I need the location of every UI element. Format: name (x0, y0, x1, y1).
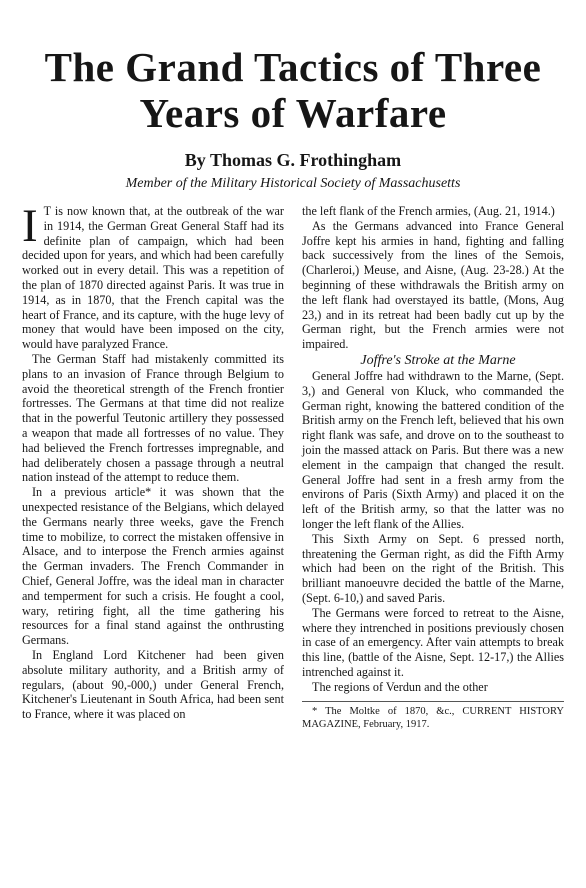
column-left (22, 200, 284, 731)
paragraph-6: As the Germans advanced into France General Joffre kept his armies in hand, fighting and falling back successively from the lines of the Semois, (Charleroi,) Meuse, and Aisne, (Aug. 23-28.) At the beginning of these withdrawals the British army on the left flank had overstayed its battle, (Mons, Aug 23,) and in its retreat had been badly cut up by the German right, but the French armies were not impaired. (302, 218, 564, 352)
footnote: * The Moltke of 1870, &c., CURRENT HISTORY MAGAZINE, February, 1917. (302, 705, 564, 730)
article-title (22, 0, 564, 136)
article-body (22, 200, 564, 731)
paragraph-1-text: T is now known that, at the outbreak of the war in 1914, the German Great General Staff had its definite plan of campaign, which had been decided upon for years, and which had been carefully worked out in every detail. This was a repetition of the plan of 1870 directed against Paris. It was true in 1914, as in 1870, that the French capital was the heart of France, and its capture, with the huge levy of money that would have been imposed on the city, would have paralyzed France. (22, 204, 284, 352)
paragraph-7: General Joffre had withdrawn to the Marne, (Sept. 3,) and General von Kluck, who commanded the German right, knowing the battered condition of the British army on the French left, believed that his own right flank was safe, and drove on to the southeast to join the massed attack on Paris. But there was a new element in the campaign that changed the result. General Joffre had sent in a fresh army from the environs of Paris (Sixth Army) and placed it on the left of the British army, so that the latter was no longer the left flank of the Allies. (302, 368, 564, 531)
paragraph-8: This Sixth Army on Sept. 6 pressed north, threatening the German right, as did the Fifth Army which had been on the right of the British. This brilliant manoeuvre decided the battle of the Marne, (Sept. 6-10,) and saved Paris. (302, 531, 564, 605)
paragraph-4: In England Lord Kitchener had been given absolute military authority, and a British army of regulars, (about 90,-000,) under General French, Kitchener's Lieutenant in South Africa, had been sent to France, where it was placed on (22, 647, 284, 722)
footnote-divider (302, 701, 564, 702)
paragraph-9: The Germans were forced to retreat to the Aisne, where they intrenched in positions previously chosen in case of an emergency. After vain attempts to break this line, (battle of the Aisne, Sept. 12-17,) the Allies intrenched against it. (302, 605, 564, 679)
title-line-2: Years of Warfare (139, 90, 447, 136)
section-subhead: Joffre's Stroke at the Marne (360, 352, 516, 368)
paragraph-10: The regions of Verdun and the other (312, 679, 488, 694)
paragraph-3: In a previous article* it was shown that the unexpected resistance of the Belgians, which delayed the Germans nearly three weeks, gave the French time to mobilize, to correct the mistaken offensive in Alsace, and to interpose the French armies against the German invaders. The French Commander in Chief, General Joffre, was the ideal man in character and temperment for such a crisis. He fought a cool, wary, retiring fight, all the time gathering his resources for a final stand against the onthrusting Germans. (22, 485, 284, 648)
paragraph-1 (22, 200, 284, 352)
drop-cap: I (22, 200, 38, 252)
title-line-1: The Grand Tactics of Three (44, 44, 542, 90)
paragraph-2: The German Staff had mistakenly committed its plans to an invasion of France through Belgium to avoid the theoretical strength of the French frontier fortresses. The Germans at that time did not realize that in the powerful Teutonic artillery they possessed a weapon that made all fortresses of no value. They had believed the French fortresses impregnable, and had deliberately chosen a passage through a neutral nation instead of the attempt to reduce them. (22, 351, 284, 485)
paragraph-5: the left flank of the French armies, (Aug. 21, 1914.) (302, 204, 555, 218)
author-affiliation: Member of the Military Historical Society of Massachusetts (125, 176, 461, 191)
column-right (302, 204, 564, 731)
author-byline: By Thomas G. Frothingham (184, 150, 402, 170)
